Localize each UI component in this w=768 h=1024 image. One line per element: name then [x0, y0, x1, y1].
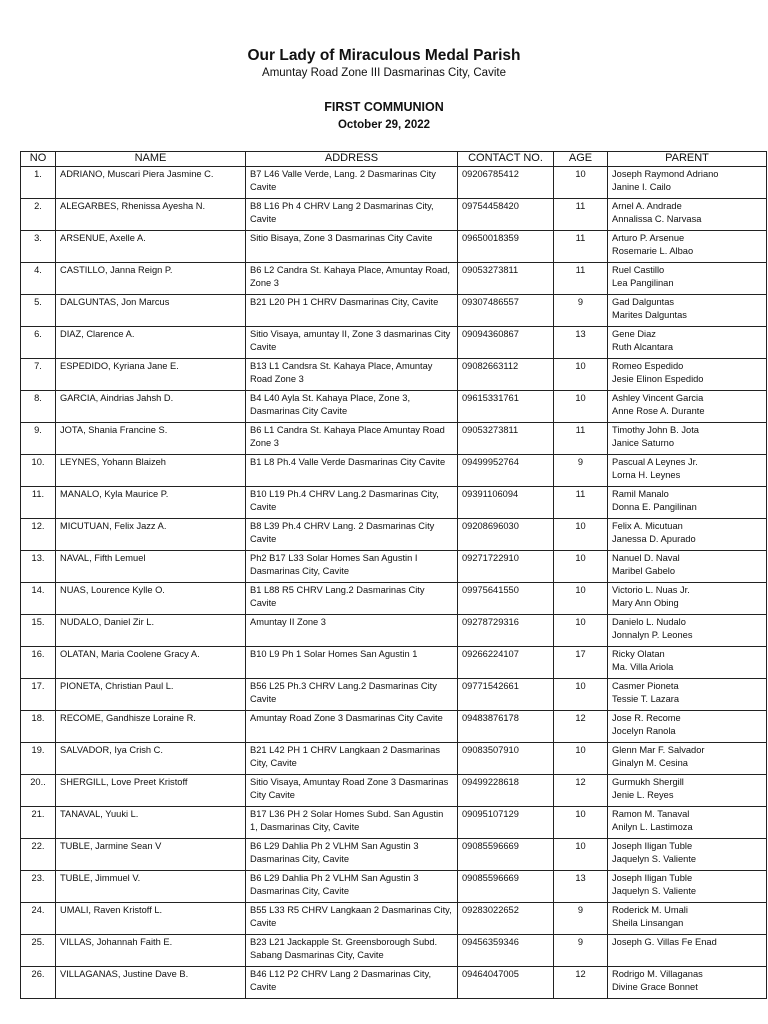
row-parent: [608, 487, 767, 519]
row-contact: 09271722910: [458, 551, 554, 583]
row-number: 7.: [21, 359, 56, 391]
row-age: 10: [554, 615, 608, 647]
row-contact: 09266224107: [458, 647, 554, 679]
row-contact: 09053273811: [458, 263, 554, 295]
parent-name: Ma. Villa Ariola: [612, 662, 674, 672]
parent-name: Arnel A. Andrade: [612, 201, 682, 211]
row-parent: [608, 199, 767, 231]
row-number: 8.: [21, 391, 56, 423]
row-name: OLATAN, Maria Coolene Gracy A.: [56, 647, 246, 679]
column-header-parent: PARENT: [608, 152, 767, 167]
row-address: B4 L40 Ayla St. Kahaya Place, Zone 3, Dasmarinas City Cavite: [246, 391, 458, 423]
row-age: 9: [554, 903, 608, 935]
table-header-row: [21, 152, 767, 167]
row-number: 5.: [21, 295, 56, 327]
row-age: 11: [554, 423, 608, 455]
row-contact: 09391106094: [458, 487, 554, 519]
row-number: 1.: [21, 167, 56, 199]
row-name: TANAVAL, Yuuki L.: [56, 807, 246, 839]
row-contact: 09208696030: [458, 519, 554, 551]
row-address: B23 L21 Jackapple St. Greensborough Subd. Sabang Dasmarinas City, Cavite: [246, 935, 458, 967]
row-age: 17: [554, 647, 608, 679]
row-parent: [608, 423, 767, 455]
row-number: 15.: [21, 615, 56, 647]
row-age: 10: [554, 519, 608, 551]
row-address: B10 L9 Ph 1 Solar Homes San Agustin 1: [246, 647, 458, 679]
table-row: [21, 647, 767, 679]
row-number: 16.: [21, 647, 56, 679]
parent-name: Romeo Espedido: [612, 361, 684, 371]
parent-name: Lea Pangilinan: [612, 278, 674, 288]
row-address: Sitio Bisaya, Zone 3 Dasmarinas City Cavite: [246, 231, 458, 263]
table-row: [21, 295, 767, 327]
row-parent: [608, 391, 767, 423]
row-age: 10: [554, 743, 608, 775]
row-parent: [608, 615, 767, 647]
table-row: [21, 487, 767, 519]
row-parent: [608, 327, 767, 359]
row-name: NUDALO, Daniel Zir L.: [56, 615, 246, 647]
row-number: 21.: [21, 807, 56, 839]
row-parent: [608, 871, 767, 903]
table-row: [21, 839, 767, 871]
row-parent: [608, 711, 767, 743]
table-row: [21, 775, 767, 807]
column-header-name: NAME: [56, 152, 246, 167]
row-age: 9: [554, 295, 608, 327]
parent-name: Donna E. Pangilinan: [612, 502, 697, 512]
row-number: 17.: [21, 679, 56, 711]
parent-name: Roderick M. Umali: [612, 905, 688, 915]
parent-name: Joseph Iligan Tuble: [612, 873, 693, 883]
row-name: NAVAL, Fifth Lemuel: [56, 551, 246, 583]
row-contact: 09085596669: [458, 839, 554, 871]
table-row: [21, 711, 767, 743]
row-contact: 09754458420: [458, 199, 554, 231]
row-name: MICUTUAN, Felix Jazz A.: [56, 519, 246, 551]
row-contact: 09083507910: [458, 743, 554, 775]
table-row: [21, 167, 767, 199]
parent-name: Timothy John B. Jota: [612, 425, 699, 435]
row-age: 9: [554, 455, 608, 487]
table-row: [21, 743, 767, 775]
row-address: Amuntay II Zone 3: [246, 615, 458, 647]
parent-name: Sheila Linsangan: [612, 918, 684, 928]
row-age: 10: [554, 359, 608, 391]
row-number: 25.: [21, 935, 56, 967]
row-parent: [608, 935, 767, 967]
row-name: JOTA, Shania Francine S.: [56, 423, 246, 455]
parent-name: Gurmukh Shergill: [612, 777, 684, 787]
row-age: 12: [554, 711, 608, 743]
row-number: 22.: [21, 839, 56, 871]
parent-name: Joseph Raymond Adriano: [612, 169, 719, 179]
row-contact: 09499952764: [458, 455, 554, 487]
row-name: NUAS, Lourence Kylle O.: [56, 583, 246, 615]
table-row: [21, 359, 767, 391]
row-age: 11: [554, 263, 608, 295]
parent-name: Ashley Vincent Garcia: [612, 393, 704, 403]
row-contact: 09082663112: [458, 359, 554, 391]
row-age: 10: [554, 679, 608, 711]
parent-name: Gene Diaz: [612, 329, 656, 339]
row-contact: 09307486557: [458, 295, 554, 327]
event-date: October 29, 2022: [337, 119, 431, 131]
row-number: 19.: [21, 743, 56, 775]
table-row: [21, 615, 767, 647]
row-number: 14.: [21, 583, 56, 615]
row-parent: [608, 903, 767, 935]
row-contact: 09094360867: [458, 327, 554, 359]
table-row: [21, 967, 767, 999]
row-address: Ph2 B17 L33 Solar Homes San Agustin I Dasmarinas City, Cavite: [246, 551, 458, 583]
row-name: ESPEDIDO, Kyriana Jane E.: [56, 359, 246, 391]
row-number: 3.: [21, 231, 56, 263]
row-number: 6.: [21, 327, 56, 359]
row-address: B8 L39 Ph.4 CHRV Lang. 2 Dasmarinas City Cavite: [246, 519, 458, 551]
row-contact: 09053273811: [458, 423, 554, 455]
parish-title: Our Lady of Miraculous Medal Parish: [247, 47, 521, 64]
table-row: [21, 199, 767, 231]
parent-name: Jaquelyn S. Valiente: [612, 854, 697, 864]
parish-address: Amuntay Road Zone III Dasmarinas City, Cavite: [262, 67, 506, 79]
row-address: B56 L25 Ph.3 CHRV Lang.2 Dasmarinas City Cavite: [246, 679, 458, 711]
row-name: TUBLE, Jarmine Sean V: [56, 839, 246, 871]
parent-name: Felix A. Micutuan: [612, 521, 683, 531]
row-age: 10: [554, 551, 608, 583]
row-number: 23.: [21, 871, 56, 903]
row-name: CASTILLO, Janna Reign P.: [56, 263, 246, 295]
row-name: DIAZ, Clarence A.: [56, 327, 246, 359]
row-parent: [608, 647, 767, 679]
parent-name: Rodrigo M. Villaganas: [612, 969, 703, 979]
row-parent: [608, 455, 767, 487]
parent-name: Jenie L. Reyes: [612, 790, 674, 800]
parent-name: Anne Rose A. Durante: [612, 406, 705, 416]
row-address: B6 L29 Dahlia Ph 2 VLHM San Agustin 3 Dasmarinas City, Cavite: [246, 839, 458, 871]
row-address: B8 L16 Ph 4 CHRV Lang 2 Dasmarinas City, Cavite: [246, 199, 458, 231]
parent-name: Casmer Pioneta: [612, 681, 679, 691]
row-name: VILLAS, Johannah Faith E.: [56, 935, 246, 967]
row-number: 12.: [21, 519, 56, 551]
row-age: 13: [554, 871, 608, 903]
column-header-address: ADDRESS: [246, 152, 458, 167]
row-contact: 09483876178: [458, 711, 554, 743]
row-name: ALEGARBES, Rhenissa Ayesha N.: [56, 199, 246, 231]
row-parent: [608, 359, 767, 391]
row-parent: [608, 967, 767, 999]
parent-name: Lorna H. Leynes: [612, 470, 681, 480]
row-name: SALVADOR, Iya Crish C.: [56, 743, 246, 775]
row-name: ADRIANO, Muscari Piera Jasmine C.: [56, 167, 246, 199]
row-contact: 09771542661: [458, 679, 554, 711]
row-address: B55 L33 R5 CHRV Langkaan 2 Dasmarinas City, Cavite: [246, 903, 458, 935]
row-parent: [608, 743, 767, 775]
row-address: B13 L1 Candsra St. Kahaya Place, Amuntay Road Zone 3: [246, 359, 458, 391]
parent-name: Jaquelyn S. Valiente: [612, 886, 697, 896]
row-parent: [608, 583, 767, 615]
row-name: DALGUNTAS, Jon Marcus: [56, 295, 246, 327]
row-parent: [608, 519, 767, 551]
row-age: 10: [554, 807, 608, 839]
row-name: PIONETA, Christian Paul L.: [56, 679, 246, 711]
row-parent: [608, 167, 767, 199]
row-address: B1 L8 Ph.4 Valle Verde Dasmarinas City Cavite: [246, 455, 458, 487]
parent-name: Jose R. Recome: [612, 713, 681, 723]
table-row: [21, 903, 767, 935]
row-number: 11.: [21, 487, 56, 519]
row-age: 9: [554, 935, 608, 967]
row-contact: 09464047005: [458, 967, 554, 999]
parent-name: Danielo L. Nudalo: [612, 617, 686, 627]
parent-name: Joseph G. Villas Fe Enad: [612, 937, 717, 947]
parent-name: Maribel Gabelo: [612, 566, 676, 576]
parent-name: Glenn Mar F. Salvador: [612, 745, 705, 755]
row-parent: [608, 839, 767, 871]
parent-name: Pascual A Leynes Jr.: [612, 457, 698, 467]
row-number: 20..: [21, 775, 56, 807]
parent-name: Annalissa C. Narvasa: [612, 214, 702, 224]
communicants-table: [20, 151, 767, 999]
parent-name: Ramil Manalo: [612, 489, 669, 499]
parent-name: Ruth Alcantara: [612, 342, 673, 352]
table-row: [21, 263, 767, 295]
table-row: [21, 231, 767, 263]
table-row: [21, 519, 767, 551]
parent-name: Jocelyn Ranola: [612, 726, 676, 736]
row-address: Sitio Visaya, amuntay II, Zone 3 dasmarinas City Cavite: [246, 327, 458, 359]
row-name: TUBLE, Jimmuel V.: [56, 871, 246, 903]
row-address: B21 L20 PH 1 CHRV Dasmarinas City, Cavite: [246, 295, 458, 327]
row-address: B10 L19 Ph.4 CHRV Lang.2 Dasmarinas City, Cavite: [246, 487, 458, 519]
parent-name: Janessa D. Apurado: [612, 534, 696, 544]
row-name: VILLAGANAS, Justine Dave B.: [56, 967, 246, 999]
column-header-age: AGE: [554, 152, 608, 167]
parent-name: Arturo P. Arsenue: [612, 233, 685, 243]
row-number: 10.: [21, 455, 56, 487]
table-row: [21, 391, 767, 423]
row-contact: 09206785412: [458, 167, 554, 199]
row-name: RECOME, Gandhisze Loraine R.: [56, 711, 246, 743]
row-age: 13: [554, 327, 608, 359]
row-contact: 09085596669: [458, 871, 554, 903]
row-number: 13.: [21, 551, 56, 583]
parent-name: Ricky Olatan: [612, 649, 665, 659]
row-number: 26.: [21, 967, 56, 999]
row-age: 11: [554, 487, 608, 519]
row-parent: [608, 231, 767, 263]
parent-name: Mary Ann Obing: [612, 598, 679, 608]
row-number: 18.: [21, 711, 56, 743]
row-age: 10: [554, 583, 608, 615]
row-number: 2.: [21, 199, 56, 231]
table-body: [21, 167, 767, 999]
row-contact: 09499228618: [458, 775, 554, 807]
table-row: [21, 423, 767, 455]
row-address: B6 L29 Dahlia Ph 2 VLHM San Agustin 3 Dasmarinas City, Cavite: [246, 871, 458, 903]
parent-name: Ruel Castillo: [612, 265, 665, 275]
row-contact: 09975641550: [458, 583, 554, 615]
parent-name: Ramon M. Tanaval: [612, 809, 690, 819]
row-name: MANALO, Kyla Maurice P.: [56, 487, 246, 519]
event-title: FIRST COMMUNION: [324, 100, 444, 114]
row-number: 9.: [21, 423, 56, 455]
row-contact: 09615331761: [458, 391, 554, 423]
row-name: SHERGILL, Love Preet Kristoff: [56, 775, 246, 807]
row-address: B7 L46 Valle Verde, Lang. 2 Dasmarinas City Cavite: [246, 167, 458, 199]
row-age: 10: [554, 839, 608, 871]
parent-name: Jesie Elinon Espedido: [612, 374, 704, 384]
row-address: B17 L36 PH 2 Solar Homes Subd. San Agustin 1, Dasmarinas City, Cavite: [246, 807, 458, 839]
row-contact: 09650018359: [458, 231, 554, 263]
table-row: [21, 327, 767, 359]
row-address: Amuntay Road Zone 3 Dasmarinas City Cavite: [246, 711, 458, 743]
row-contact: 09456359346: [458, 935, 554, 967]
parent-name: Ginalyn M. Cesina: [612, 758, 688, 768]
parent-name: Gad Dalguntas: [612, 297, 675, 307]
parent-name: Rosemarie L. Albao: [612, 246, 694, 256]
row-number: 4.: [21, 263, 56, 295]
column-header-contact: CONTACT NO.: [458, 152, 554, 167]
parent-name: Janine I. Cailo: [612, 182, 671, 192]
parent-name: Marites Dalguntas: [612, 310, 687, 320]
parent-name: Nanuel D. Naval: [612, 553, 680, 563]
row-address: Sitio Visaya, Amuntay Road Zone 3 Dasmarinas City Cavite: [246, 775, 458, 807]
parent-name: Divine Grace Bonnet: [612, 982, 698, 992]
row-contact: 09283022652: [458, 903, 554, 935]
row-parent: [608, 679, 767, 711]
row-parent: [608, 775, 767, 807]
row-age: 10: [554, 167, 608, 199]
row-parent: [608, 807, 767, 839]
parent-name: Victorio L. Nuas Jr.: [612, 585, 690, 595]
row-address: B46 L12 P2 CHRV Lang 2 Dasmarinas City, Cavite: [246, 967, 458, 999]
row-contact: 09095107129: [458, 807, 554, 839]
row-parent: [608, 263, 767, 295]
table-row: [21, 679, 767, 711]
table-row: [21, 935, 767, 967]
row-age: 11: [554, 231, 608, 263]
parent-name: Joseph Iligan Tuble: [612, 841, 693, 851]
parent-name: Janice Saturno: [612, 438, 675, 448]
column-header-no: NO: [21, 152, 56, 167]
row-address: B21 L42 PH 1 CHRV Langkaan 2 Dasmarinas City, Cavite: [246, 743, 458, 775]
table-row: [21, 583, 767, 615]
row-address: B6 L1 Candra St. Kahaya Place Amuntay Road Zone 3: [246, 423, 458, 455]
table-row: [21, 455, 767, 487]
row-name: GARCIA, Aindrias Jahsh D.: [56, 391, 246, 423]
row-age: 12: [554, 775, 608, 807]
parent-name: Anilyn L. Lastimoza: [612, 822, 693, 832]
row-address: B6 L2 Candra St. Kahaya Place, Amuntay Road, Zone 3: [246, 263, 458, 295]
table-row: [21, 871, 767, 903]
parent-name: Tessie T. Lazara: [612, 694, 680, 704]
row-age: 11: [554, 199, 608, 231]
row-name: LEYNES, Yohann Blaizeh: [56, 455, 246, 487]
row-contact: 09278729316: [458, 615, 554, 647]
parent-name: Jonnalyn P. Leones: [612, 630, 693, 640]
row-parent: [608, 551, 767, 583]
row-number: 24.: [21, 903, 56, 935]
row-address: B1 L88 R5 CHRV Lang.2 Dasmarinas City Cavite: [246, 583, 458, 615]
table-row: [21, 551, 767, 583]
row-age: 12: [554, 967, 608, 999]
table-row: [21, 807, 767, 839]
row-age: 10: [554, 391, 608, 423]
row-name: ARSENUE, Axelle A.: [56, 231, 246, 263]
row-name: UMALI, Raven Kristoff L.: [56, 903, 246, 935]
row-parent: [608, 295, 767, 327]
